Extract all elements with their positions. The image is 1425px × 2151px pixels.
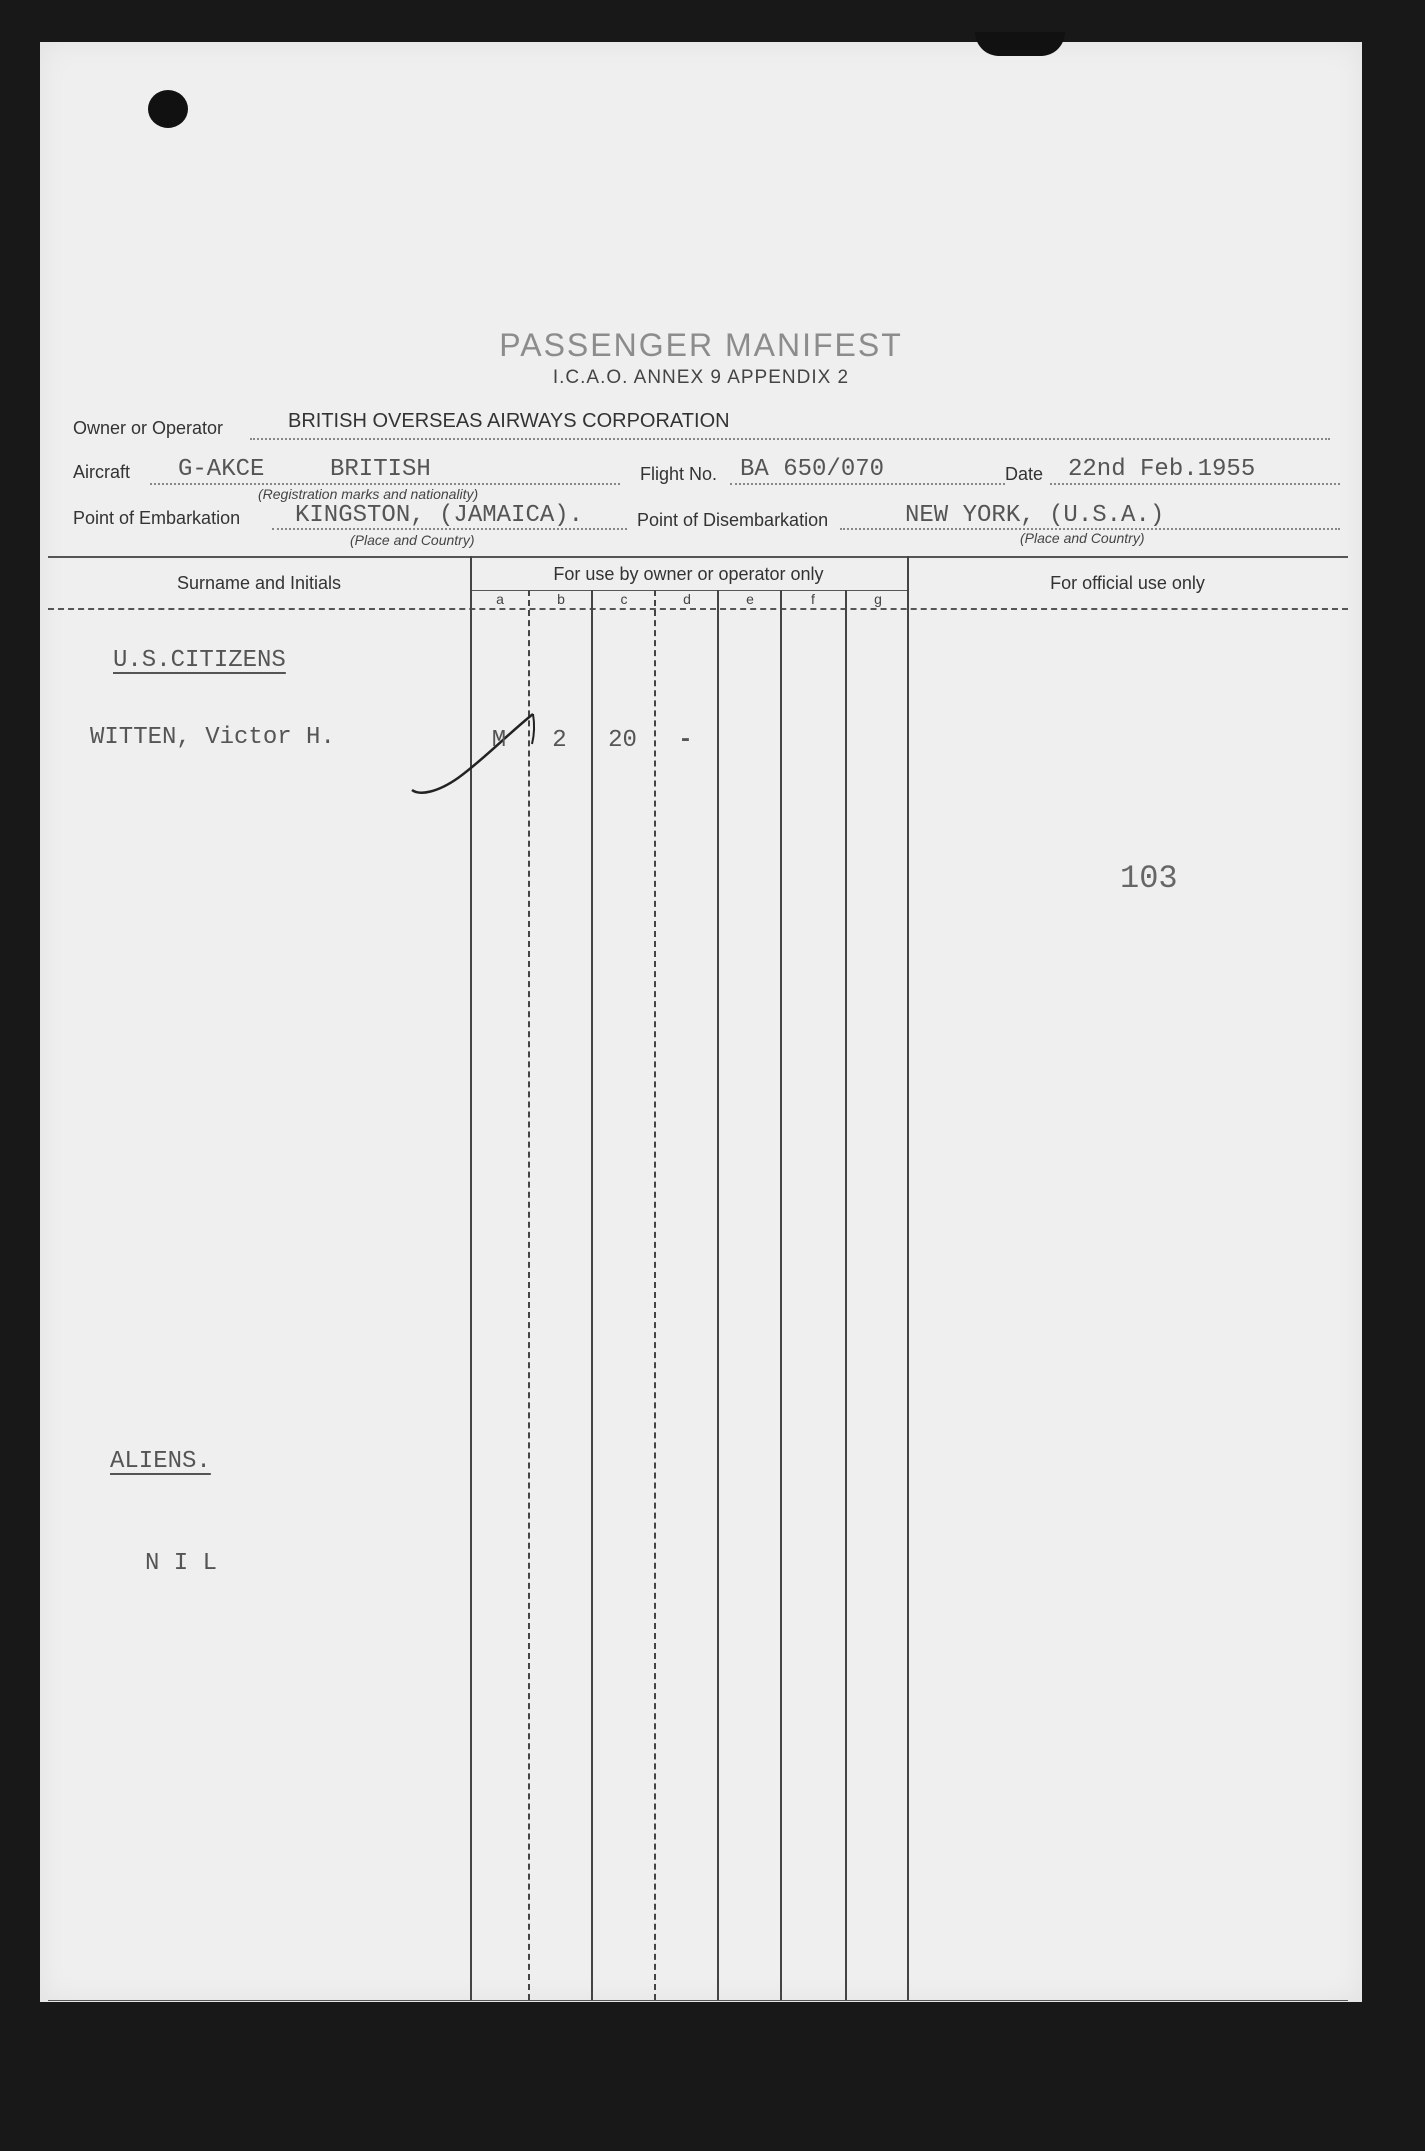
punch-hole	[148, 90, 188, 128]
owner-value: BRITISH OVERSEAS AIRWAYS CORPORATION	[288, 410, 730, 432]
form-title: PASSENGER MANIFEST	[499, 327, 903, 363]
aircraft-nationality: BRITISH	[330, 456, 431, 483]
subcol-e: e	[746, 591, 754, 607]
date-value: 22nd Feb.1955	[1068, 456, 1256, 483]
flight-label: Flight No.	[640, 464, 718, 484]
table-top-rule	[48, 556, 1348, 558]
passenger-cell-a: M	[491, 727, 507, 754]
owner-label: Owner or Operator	[73, 418, 224, 438]
aliens-value: N I L	[145, 1550, 218, 1577]
disembarkation-value: NEW YORK, (U.S.A.)	[905, 502, 1165, 529]
owner-dots	[250, 438, 1330, 440]
aircraft-dots	[150, 483, 620, 485]
col-divider-official	[907, 556, 909, 2000]
col-surname-header: Surname and Initials	[176, 573, 342, 593]
punch-hole-top	[975, 32, 1065, 56]
subcol-a: a	[496, 591, 504, 607]
flight-value: BA 650/070	[740, 456, 885, 483]
official-number: 103	[1120, 860, 1178, 897]
embarkation-value: KINGSTON, (JAMAICA).	[295, 502, 584, 529]
passenger-name: WITTEN, Victor H.	[90, 724, 335, 751]
section-aliens: ALIENS.	[110, 1448, 211, 1475]
col-divider-b	[591, 590, 593, 2000]
date-dots	[1050, 483, 1340, 485]
aircraft-hint: (Registration marks and nationality)	[258, 486, 479, 502]
form-subtitle: I.C.A.O. ANNEX 9 APPENDIX 2	[552, 367, 850, 388]
col-divider-e	[780, 590, 782, 2000]
col-divider-f	[845, 590, 847, 2000]
section-us-citizens: U.S.CITIZENS	[113, 647, 286, 674]
subcol-f: f	[811, 591, 815, 607]
aircraft-label: Aircraft	[73, 462, 131, 482]
passenger-cell-b: 2	[552, 727, 567, 754]
manifest-page	[40, 42, 1362, 2002]
col-official-header: For official use only	[1050, 573, 1205, 593]
col-operator-header: For use by owner or operator only	[553, 564, 824, 584]
subcol-b: b	[557, 591, 565, 607]
table-bottom-rule	[48, 2000, 1348, 2001]
flight-dots	[730, 483, 1005, 485]
embarkation-hint: (Place and Country)	[350, 532, 475, 548]
subcol-d: d	[683, 591, 691, 607]
embarkation-label: Point of Embarkation	[73, 508, 241, 528]
disembarkation-hint: (Place and Country)	[1020, 530, 1145, 546]
disembarkation-label: Point of Disembarkation	[637, 510, 829, 530]
passenger-cell-d: -	[678, 727, 693, 754]
subcol-g: g	[874, 591, 882, 607]
passenger-cell-c: 20	[608, 727, 637, 754]
subcol-c: c	[620, 591, 628, 607]
col-divider-c	[654, 590, 656, 2000]
table-header-rule	[48, 608, 1348, 610]
col-divider-d	[717, 590, 719, 2000]
date-label: Date	[1005, 464, 1044, 484]
aircraft-registration: G-AKCE	[178, 456, 265, 483]
